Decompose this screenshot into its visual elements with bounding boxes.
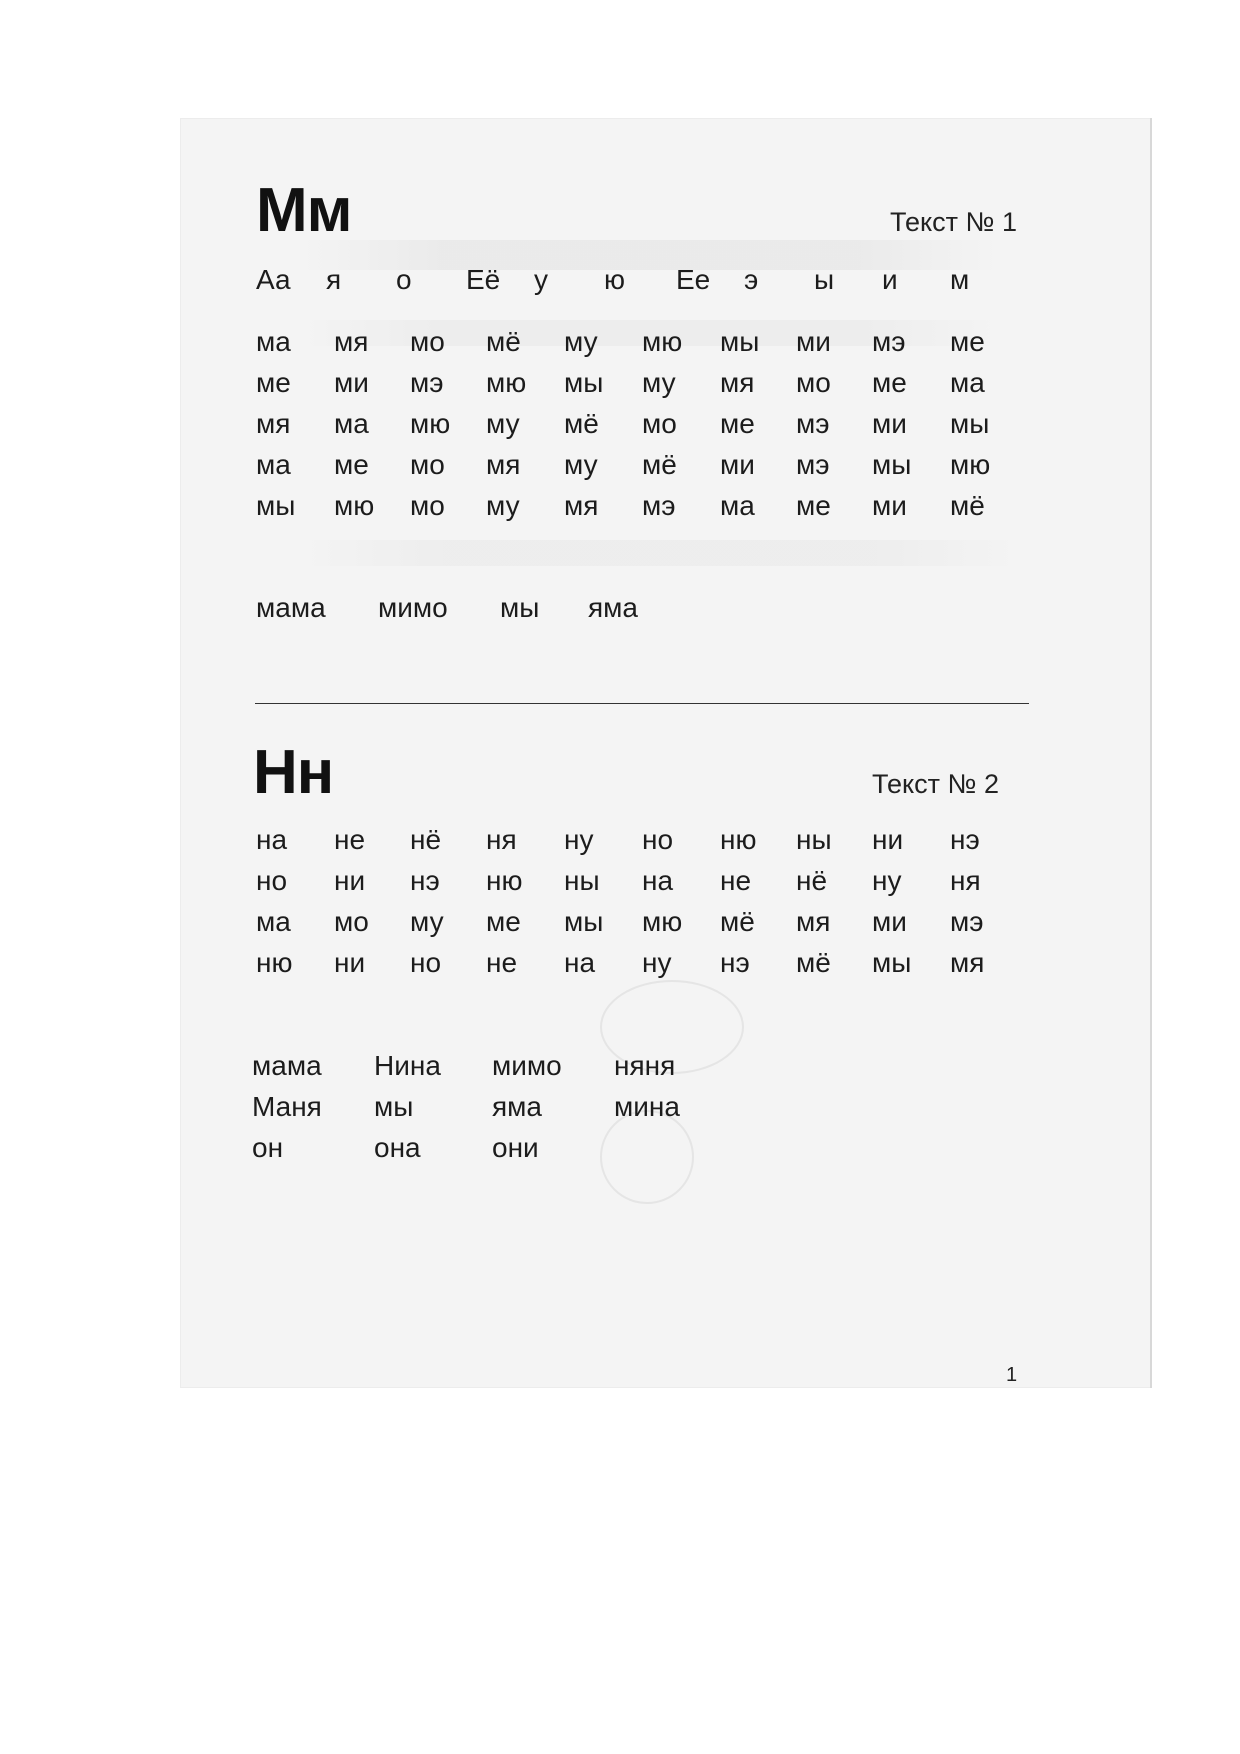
section2-words-row	[0, 1134, 1240, 1170]
syllable-cell: мю	[642, 906, 683, 937]
section2-words-row	[0, 1093, 1240, 1129]
syllable-cell: мю	[486, 367, 527, 398]
syllable-cell: ма	[334, 408, 369, 439]
syllable-cell: мя	[796, 906, 831, 937]
section1-syllable-row	[0, 369, 1240, 405]
alphabet-cell: Аа	[256, 264, 291, 295]
syllable-cell: но	[642, 824, 674, 855]
word-cell: они	[492, 1132, 539, 1163]
syllable-cell: мё	[486, 326, 521, 357]
section2-syllable-row	[0, 949, 1240, 985]
syllable-cell: ме	[872, 367, 907, 398]
alphabet-cell: я	[326, 264, 342, 295]
syllable-cell: му	[486, 490, 520, 521]
syllable-cell: ми	[720, 449, 755, 480]
word-cell: яма	[492, 1091, 542, 1122]
syllable-cell: мы	[564, 906, 604, 937]
syllable-cell: мы	[564, 367, 604, 398]
syllable-cell: ни	[872, 824, 904, 855]
word-cell: мама	[256, 592, 326, 623]
syllable-cell: мы	[720, 326, 760, 357]
word-cell: мимо	[492, 1050, 562, 1081]
syllable-cell: мэ	[410, 367, 444, 398]
word-cell: няня	[614, 1050, 676, 1081]
syllable-cell: ма	[256, 326, 291, 357]
syllable-cell: мы	[256, 490, 296, 521]
section1-syllable-row	[0, 492, 1240, 528]
syllable-cell: ни	[334, 865, 366, 896]
syllable-cell: не	[486, 947, 518, 978]
syllable-cell: ме	[256, 367, 291, 398]
syllable-cell: ме	[720, 408, 755, 439]
syllable-cell: ми	[872, 408, 907, 439]
syllable-cell: мы	[872, 449, 912, 480]
syllable-cell: мю	[950, 449, 991, 480]
syllable-cell: ма	[950, 367, 985, 398]
section1-letter-heading: Мм	[256, 176, 352, 245]
page-edge	[1150, 118, 1152, 1388]
syllable-cell: ма	[720, 490, 755, 521]
word-cell: мама	[252, 1050, 322, 1081]
alphabet-cell: Её	[466, 264, 501, 295]
syllable-cell: ме	[486, 906, 521, 937]
alphabet-cell: о	[396, 264, 412, 295]
word-cell: Нина	[374, 1050, 441, 1081]
syllable-cell: мэ	[796, 408, 830, 439]
alphabet-cell: Ее	[676, 264, 711, 295]
syllable-cell: ню	[486, 865, 523, 896]
word-cell: он	[252, 1132, 284, 1163]
syllable-cell: ну	[642, 947, 672, 978]
syllable-cell: мо	[410, 449, 445, 480]
syllable-cell: мю	[410, 408, 451, 439]
syllable-cell: не	[720, 865, 752, 896]
syllable-cell: на	[564, 947, 596, 978]
alphabet-cell: э	[744, 264, 759, 295]
section1-alphabet-row	[0, 266, 1240, 302]
word-cell: яма	[588, 592, 638, 623]
syllable-cell: ню	[256, 947, 293, 978]
alphabet-cell: ю	[604, 264, 625, 295]
syllable-cell: мю	[642, 326, 683, 357]
syllable-cell: му	[642, 367, 676, 398]
syllable-cell: мы	[950, 408, 990, 439]
section1-words-row	[0, 594, 1240, 630]
syllable-cell: ми	[796, 326, 831, 357]
section-divider	[255, 703, 1029, 704]
alphabet-cell: м	[950, 264, 970, 295]
syllable-cell: мя	[486, 449, 521, 480]
syllable-cell: мэ	[872, 326, 906, 357]
section2-text-label: Текст № 2	[872, 769, 999, 799]
section2-syllable-row	[0, 867, 1240, 903]
syllable-cell: мо	[410, 326, 445, 357]
syllable-cell: на	[256, 824, 288, 855]
section2-syllable-row	[0, 826, 1240, 862]
word-cell: мина	[614, 1091, 680, 1122]
word-cell: она	[374, 1132, 421, 1163]
page-number: 1	[1006, 1364, 1018, 1386]
syllable-cell: ма	[256, 906, 291, 937]
alphabet-cell: ы	[814, 264, 835, 295]
syllable-cell: мэ	[642, 490, 676, 521]
word-cell: Маня	[252, 1091, 322, 1122]
word-cell: мимо	[378, 592, 448, 623]
syllable-cell: мя	[564, 490, 599, 521]
section1-syllable-row	[0, 451, 1240, 487]
syllable-cell: ны	[564, 865, 600, 896]
syllable-cell: му	[564, 326, 598, 357]
syllable-cell: мё	[642, 449, 677, 480]
syllable-cell: ме	[334, 449, 369, 480]
syllable-cell: мя	[950, 947, 985, 978]
syllable-cell: мо	[410, 490, 445, 521]
syllable-cell: мю	[334, 490, 375, 521]
syllable-cell: но	[256, 865, 288, 896]
syllable-cell: ме	[950, 326, 985, 357]
syllable-cell: мя	[334, 326, 369, 357]
syllable-cell: мё	[796, 947, 831, 978]
section2-syllable-row	[0, 908, 1240, 944]
syllable-cell: мо	[334, 906, 369, 937]
word-cell: мы	[500, 592, 540, 623]
word-cell: мы	[374, 1091, 414, 1122]
syllable-cell: мё	[564, 408, 599, 439]
syllable-cell: нё	[796, 865, 828, 896]
syllable-cell: мо	[642, 408, 677, 439]
syllable-cell: ну	[564, 824, 594, 855]
syllable-cell: мя	[720, 367, 755, 398]
syllable-cell: мэ	[796, 449, 830, 480]
syllable-cell: ми	[334, 367, 369, 398]
syllable-cell: мё	[720, 906, 755, 937]
syllable-cell: нэ	[410, 865, 440, 896]
section1-syllable-row	[0, 328, 1240, 364]
syllable-cell: ны	[796, 824, 832, 855]
syllable-cell: нэ	[720, 947, 750, 978]
section2-letter-heading: Нн	[253, 738, 334, 807]
syllable-cell: ну	[872, 865, 902, 896]
syllable-cell: но	[410, 947, 442, 978]
alphabet-cell: и	[882, 264, 898, 295]
syllable-cell: му	[486, 408, 520, 439]
syllable-cell: ня	[950, 865, 981, 896]
syllable-cell: ми	[872, 490, 907, 521]
syllable-cell: ни	[334, 947, 366, 978]
syllable-cell: му	[410, 906, 444, 937]
section2-words-row	[0, 1052, 1240, 1088]
syllable-cell: не	[334, 824, 366, 855]
syllable-cell: мы	[872, 947, 912, 978]
syllable-cell: ня	[486, 824, 517, 855]
syllable-cell: нэ	[950, 824, 980, 855]
syllable-cell: ме	[796, 490, 831, 521]
syllable-cell: нё	[410, 824, 442, 855]
syllable-cell: мя	[256, 408, 291, 439]
alphabet-cell: у	[534, 264, 548, 295]
syllable-cell: на	[642, 865, 674, 896]
syllable-cell: ню	[720, 824, 757, 855]
syllable-cell: му	[564, 449, 598, 480]
syllable-cell: мё	[950, 490, 985, 521]
syllable-cell: ма	[256, 449, 291, 480]
section1-text-label: Текст № 1	[890, 207, 1017, 237]
syllable-cell: мо	[796, 367, 831, 398]
syllable-cell: ми	[872, 906, 907, 937]
syllable-cell: мэ	[950, 906, 984, 937]
section1-syllable-row	[0, 410, 1240, 446]
